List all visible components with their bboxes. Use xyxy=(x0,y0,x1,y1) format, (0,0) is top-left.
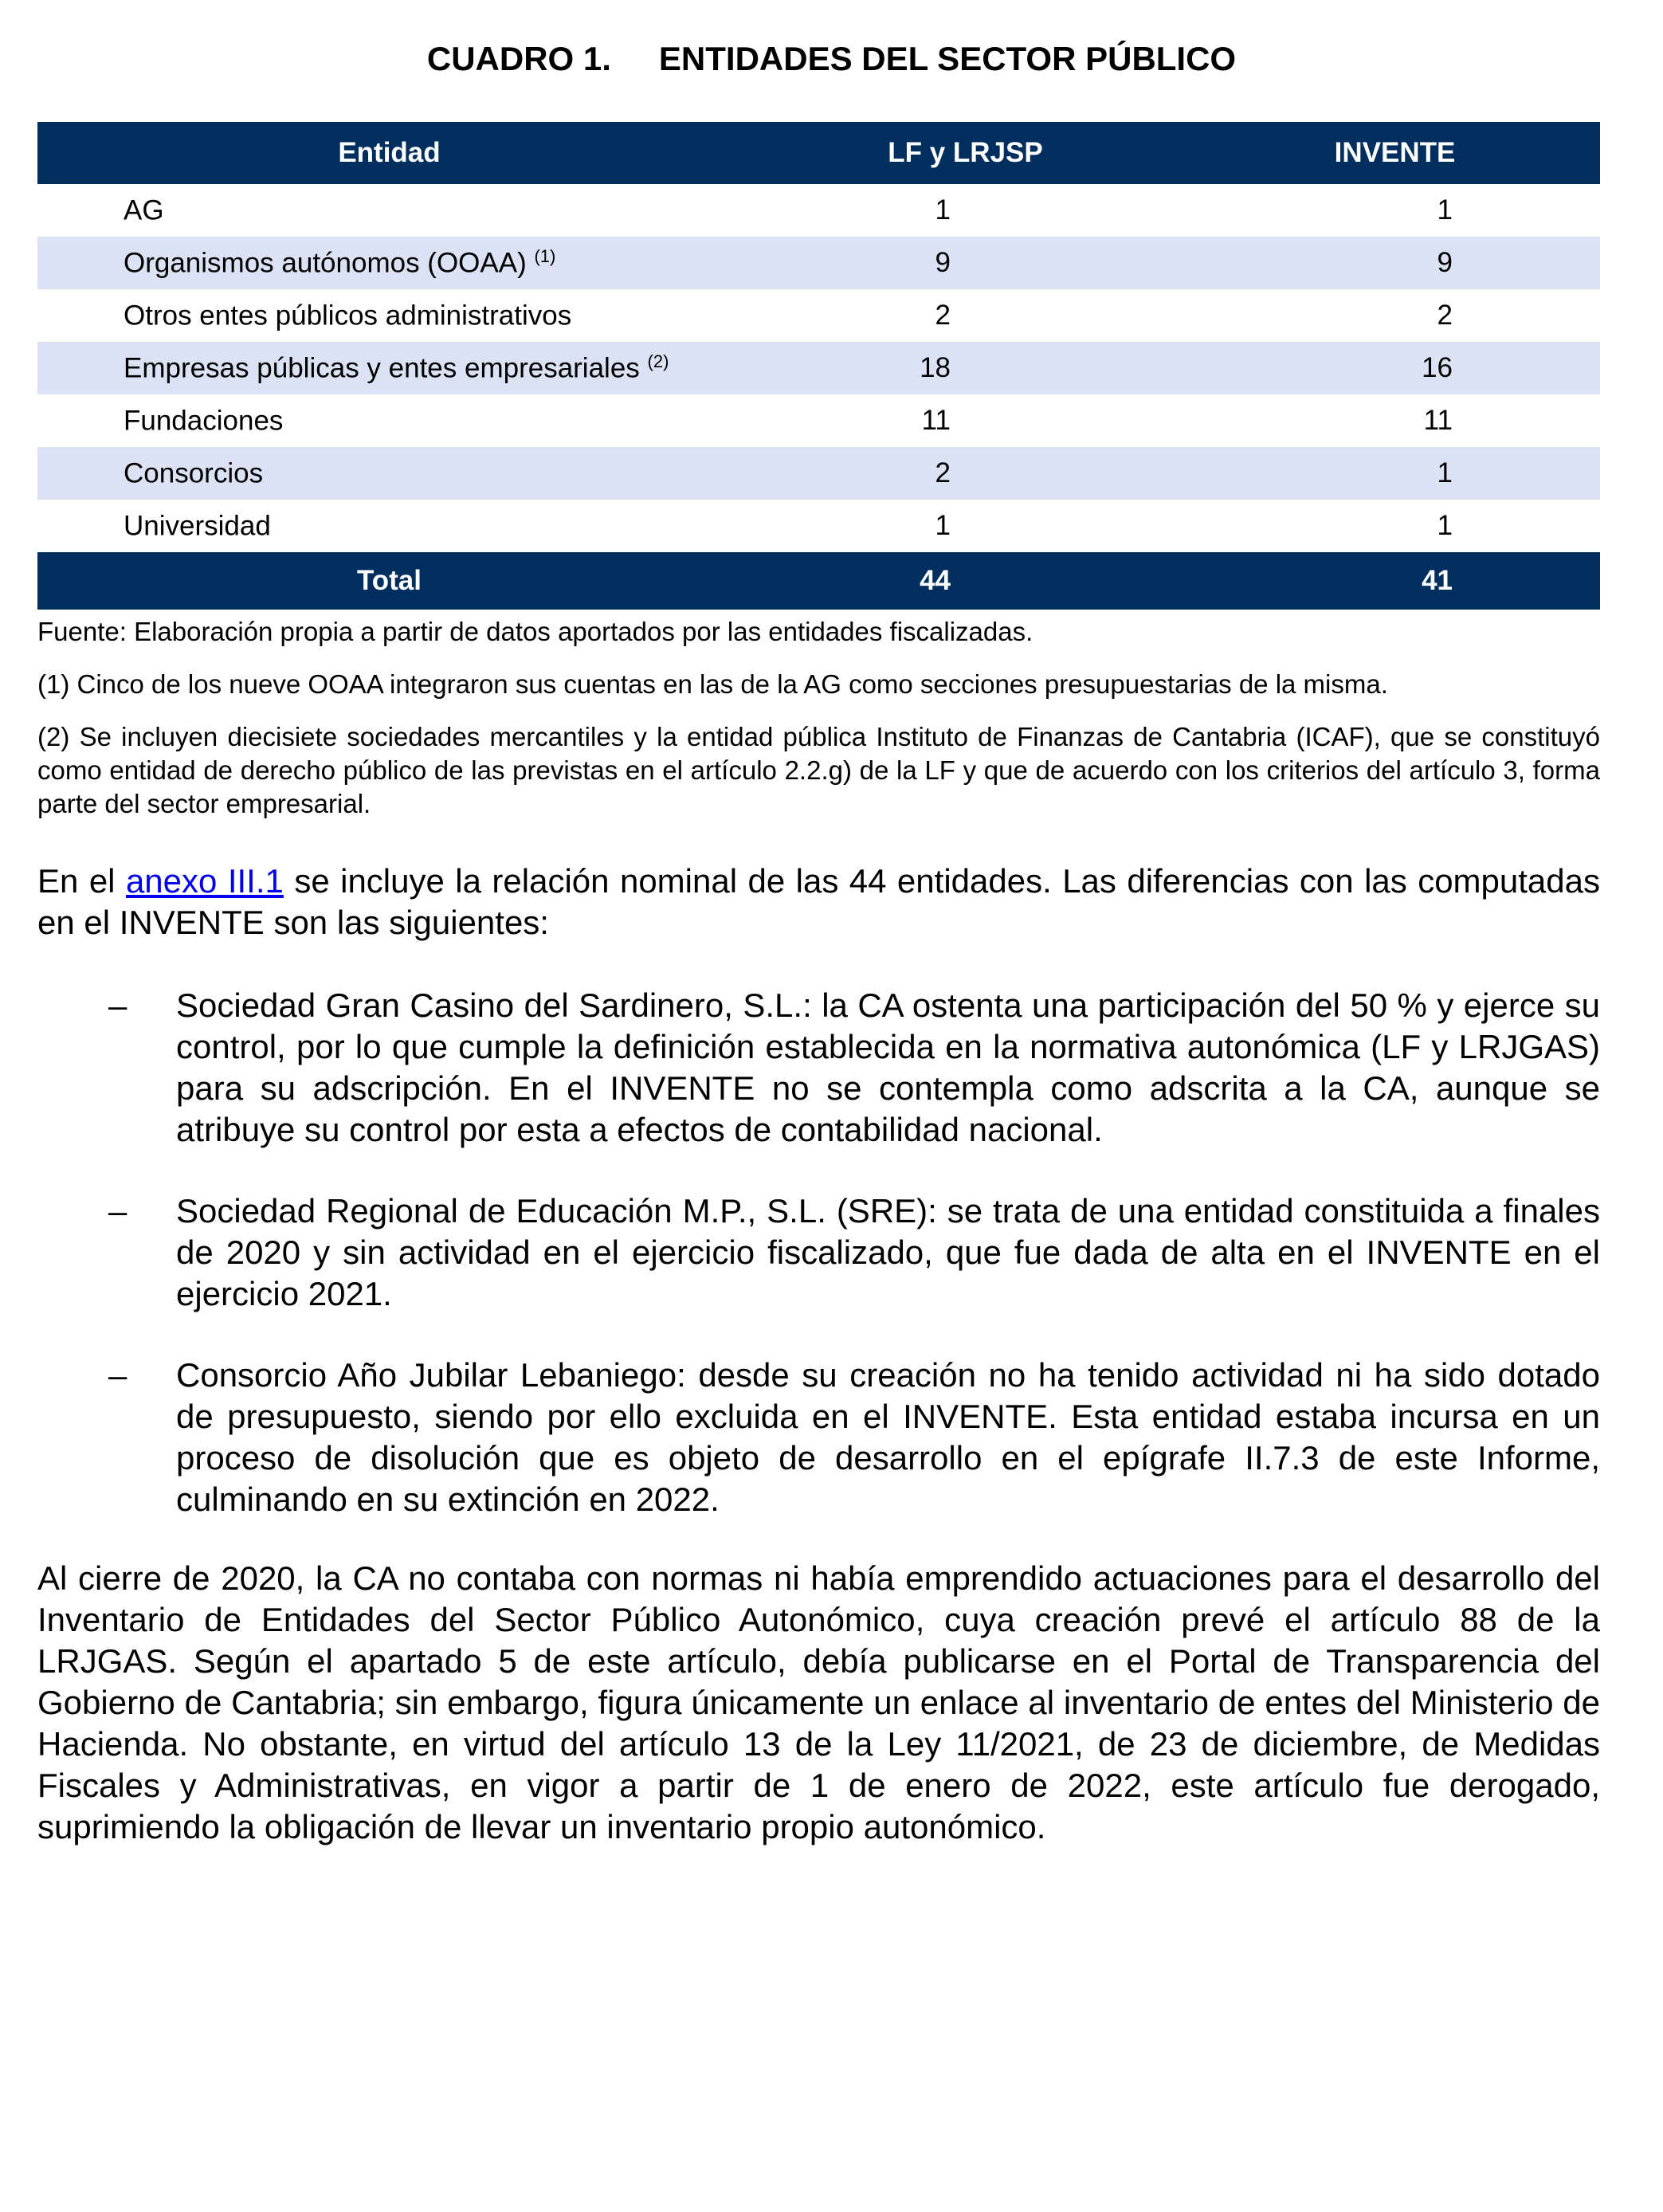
intro-text: En el xyxy=(37,862,126,900)
intro-paragraph xyxy=(37,861,1600,943)
invente-value: 9 xyxy=(1190,237,1600,289)
dash-icon: – xyxy=(108,986,127,1024)
footnote-ref: (1) xyxy=(534,246,556,267)
footnote-ref: (2) xyxy=(647,351,669,372)
lf-value: 1 xyxy=(935,194,951,226)
lf-value: 9 xyxy=(741,237,1190,289)
bullet-text: Sociedad Gran Casino del Sardinero, S.L.: la CA ostenta una participación del 50 % y ejerce su control, por lo que cumple la definición establecida en la normativa autonómica (LF y LRJGAS) para su adscripción. En el INVENTE no se contempla como adscrita a la CA, aunque se atribuye su control por esta a efectos de contabilidad nacional. xyxy=(176,986,1600,1148)
entity-cell xyxy=(37,500,741,552)
entity-name: Fundaciones xyxy=(124,405,284,437)
total-invente: 41 xyxy=(1190,552,1600,610)
entity-cell xyxy=(37,394,741,447)
table-row xyxy=(37,447,1600,500)
entity-cell xyxy=(37,237,741,289)
header-entidad: Entidad xyxy=(37,122,741,184)
invente-value: 1 xyxy=(1437,194,1453,226)
invente-value: 16 xyxy=(1190,342,1600,394)
table-row xyxy=(37,394,1600,447)
table-header-row xyxy=(37,122,1600,184)
lf-value: 2 xyxy=(935,300,951,331)
table-title xyxy=(0,40,1663,78)
entity-name: Organismos autónomos (OOAA) xyxy=(124,247,527,279)
table-row xyxy=(37,237,1600,289)
bullet-item xyxy=(108,1355,1600,1520)
footnote-2: (2) Se incluyen diecisiete sociedades mercantiles y la entidad pública Instituto de Finanzas de Cantabria (ICAF), que se constituyó como entidad de derecho público de las previstas en el artículo 2.2.g) de la LF y que de acuerdo con los criterios del artículo 3, forma parte del sector empresarial. xyxy=(37,722,1600,818)
entity-cell xyxy=(37,342,741,394)
header-invente: INVENTE xyxy=(1190,122,1600,184)
entities-table xyxy=(37,122,1600,610)
anexo-link[interactable]: anexo III.1 xyxy=(125,862,284,900)
entity-name: AG xyxy=(124,194,164,226)
lf-value: 1 xyxy=(935,510,951,541)
total-row xyxy=(37,552,1600,610)
invente-value: 11 xyxy=(1423,405,1453,436)
source-note: Fuente: Elaboración propia a partir de datos aportados por las entidades fiscalizadas. xyxy=(37,617,1033,646)
bullet-text: Sociedad Regional de Educación M.P., S.L. (SRE): se trata de una entidad constituida a finales de 2020 y sin actividad en el ejercicio fiscalizado, que fue dada de alta en el INVENTE en el ejercicio 2021. xyxy=(176,1192,1600,1312)
entity-name: Universidad xyxy=(124,510,271,542)
lf-value: 11 xyxy=(921,405,951,436)
invente-value: 1 xyxy=(1190,447,1600,500)
dash-icon: – xyxy=(108,1356,127,1394)
total-label: Total xyxy=(37,552,741,610)
closing-paragraph: Al cierre de 2020, la CA no contaba con normas ni había emprendido actuaciones para el desarrollo del Inventario de Entidades del Sector Público Autonómico, cuya creación prevé el artículo 88 de la LRJGAS. Según el apartado 5 de este artículo, debía publicarse en el Portal de Transparencia del Gobierno de Cantabria; sin embargo, figura únicamente un enlace al inventario de entes del Ministerio de Hacienda. No obstante, en virtud del artículo 13 de la Ley 11/2021, de 23 de diciembre, de Medidas Fiscales y Administrativas, en vigor a partir de 1 de enero de 2022, este artículo fue derogado, suprimiendo la obligación de llevar un inventario propio autonómico. xyxy=(37,1559,1600,1845)
lf-value: 18 xyxy=(741,342,1190,394)
table-caption: ENTIDADES DEL SECTOR PÚBLICO xyxy=(658,40,1237,77)
entity-name: Otros entes públicos administrativos xyxy=(124,300,572,331)
table-row xyxy=(37,500,1600,552)
total-lf: 44 xyxy=(741,552,1190,610)
invente-value: 2 xyxy=(1437,300,1453,331)
entity-cell xyxy=(37,289,741,342)
dash-icon: – xyxy=(108,1192,127,1230)
bullet-text: Consorcio Año Jubilar Lebaniego: desde su creación no ha tenido actividad ni ha sido dotado de presupuesto, siendo por ello excluida en el INVENTE. Esta entidad estaba incursa en un proceso de disolución que es objeto de desarrollo en el epígrafe II.7.3 de este Informe, culminando en su extinción en 2022. xyxy=(176,1356,1600,1518)
intro-text-cont: se incluye la relación nominal de las 44 entidades. Las diferencias con las computadas en el INVENTE son las siguientes: xyxy=(37,862,1601,941)
table-row xyxy=(37,342,1600,394)
footnote-1: (1) Cinco de los nueve OOAA integraron sus cuentas en las de la AG como secciones presupuestarias de la misma. xyxy=(37,669,1388,699)
entity-cell xyxy=(37,447,741,500)
table-row xyxy=(37,184,1600,237)
lf-value: 2 xyxy=(741,447,1190,500)
table-row xyxy=(37,289,1600,342)
entity-name: Consorcios xyxy=(124,457,264,489)
bullet-item xyxy=(108,1190,1600,1315)
entity-cell xyxy=(37,184,741,237)
bullet-item xyxy=(108,985,1600,1151)
entity-name: Empresas públicas y entes empresariales xyxy=(124,352,640,384)
invente-value: 1 xyxy=(1437,510,1453,541)
table-number: CUADRO 1. xyxy=(426,40,611,77)
header-lf-lrjsp: LF y LRJSP xyxy=(741,122,1190,184)
